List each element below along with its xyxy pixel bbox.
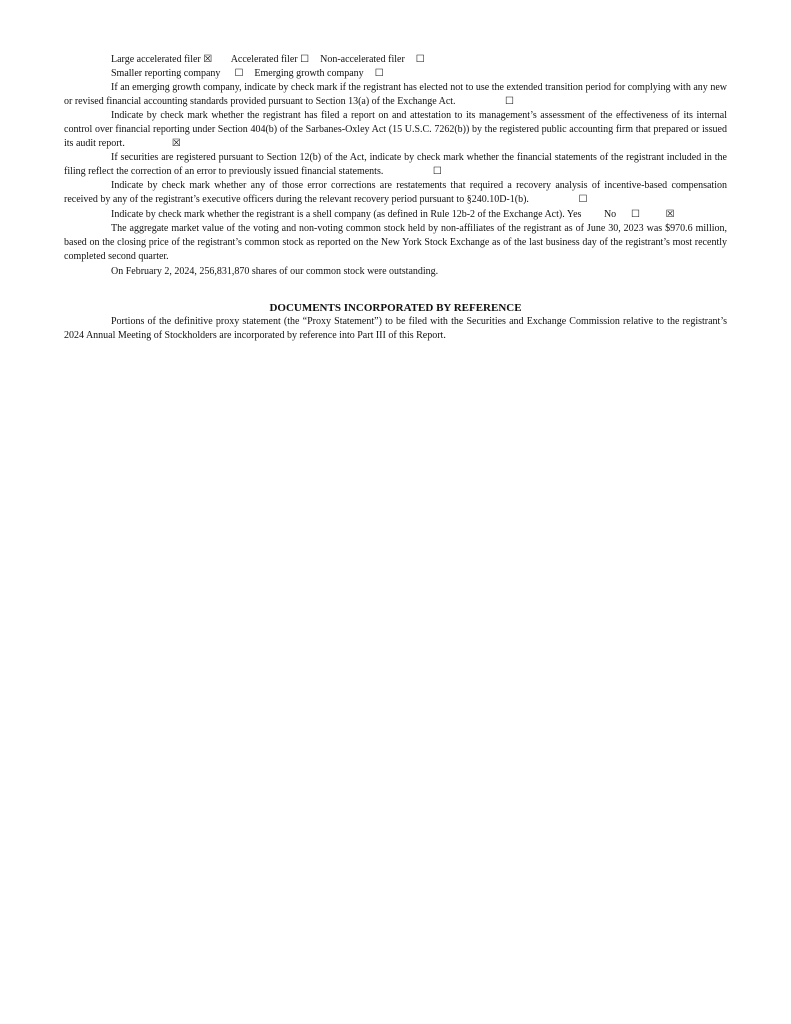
large-accelerated-filer-checkbox[interactable]: ☒ [203, 54, 213, 65]
reporting-company-row [64, 67, 727, 81]
shell-no-label: No [603, 209, 617, 220]
egc-transition-paragraph [64, 81, 727, 109]
icfr-attestation-text: Indicate by check mark whether the registrant has filed a report on and attestation to its management’s assessment of the effectiveness of its internal control over financial reporting under Section 404(b) of the Sarbanes-Oxley Act (15 U.S.C. 7262(b)) by the registered public accounting firm that prepared or issued its audit report. [64, 110, 727, 149]
non-accelerated-filer-checkbox[interactable]: ☐ [415, 54, 425, 65]
market-value-paragraph: The aggregate market value of the voting and non-voting common stock held by non-affiliates of the registrant as of June 30, 2023 was $970.6 million, based on the closing price of the registrant’s common stock as reported on the New York Stock Exchange as of the last business day of the registrant’s most recently completed second quarter. [64, 223, 727, 262]
restatement-recovery-paragraph [64, 179, 727, 207]
egc-transition-text: If an emerging growth company, indicate by check mark if the registrant has elected not to use the extended transition period for complying with any new or revised financial accounting standards provided pursuant to Section 13(a) of the Exchange Act. [64, 82, 727, 107]
emerging-growth-company-checkbox[interactable]: ☐ [374, 68, 384, 79]
smaller-reporting-company-checkbox[interactable]: ☐ [234, 68, 244, 79]
shell-company-text: Indicate by check mark whether the registrant is a shell company (as defined in Rule 12b-2 of the Exchange Act). [111, 209, 565, 220]
filing-cover-page [64, 53, 727, 343]
shell-company-paragraph [64, 208, 727, 222]
error-correction-text: If securities are registered pursuant to Section 12(b) of the Act, indicate by check mark whether the financial statements of the registrant included in the filing reflect the correction of an error to previously issued financial statements. [64, 152, 727, 177]
documents-incorporated-paragraph: Portions of the definitive proxy statement (the “Proxy Statement”) to be filed with the Securities and Exchange Commission relative to the registrant’s 2024 Annual Meeting of Stockholders are incorporated by reference into Part III of this Report. [64, 316, 727, 341]
smaller-reporting-company-label: Smaller reporting company [111, 68, 221, 79]
documents-incorporated-heading: DOCUMENTS INCORPORATED BY REFERENCE [269, 302, 522, 314]
filer-status-row [64, 53, 727, 67]
shares-outstanding-paragraph: On February 2, 2024, 256,831,870 shares of our common stock were outstanding. [111, 266, 439, 277]
restatement-recovery-checkbox[interactable]: ☐ [578, 194, 588, 205]
error-correction-paragraph [64, 151, 727, 179]
error-correction-checkbox[interactable]: ☐ [432, 166, 442, 177]
accelerated-filer-label: Accelerated filer [230, 54, 298, 65]
accelerated-filer-checkbox[interactable]: ☐ [300, 54, 310, 65]
large-accelerated-filer-label: Large accelerated filer [111, 54, 201, 65]
icfr-attestation-paragraph [64, 109, 727, 151]
emerging-growth-company-label: Emerging growth company [254, 68, 364, 79]
shell-no-checkbox[interactable]: ☒ [665, 209, 675, 220]
egc-transition-checkbox[interactable]: ☐ [505, 96, 515, 107]
shell-yes-checkbox[interactable]: ☐ [630, 209, 640, 220]
non-accelerated-filer-label: Non-accelerated filer [320, 54, 405, 65]
shell-yes-label: Yes [566, 209, 582, 220]
restatement-recovery-text: Indicate by check mark whether any of those error corrections are restatements that required a recovery analysis of incentive-based compensation received by any of the registrant’s executive officers during the relevant recovery period pursuant to §240.10D-1(b). [64, 180, 727, 205]
icfr-attestation-checkbox[interactable]: ☒ [171, 138, 181, 149]
